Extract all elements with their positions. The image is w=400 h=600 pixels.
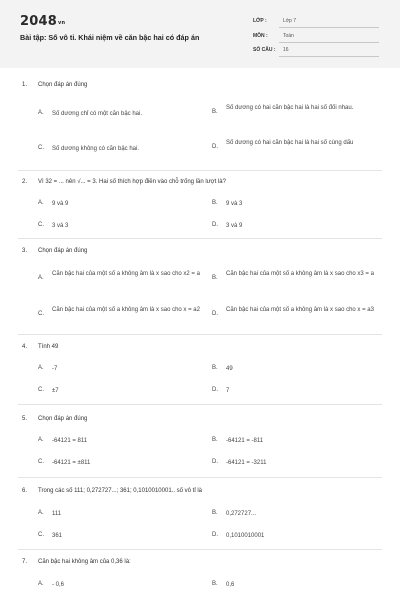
option-letter: D. (212, 144, 218, 150)
option-text: 3 và 9 (226, 223, 243, 229)
option-letter: D. (212, 532, 218, 538)
meta-value: Toán (283, 33, 294, 39)
option-letter: A. (38, 200, 44, 206)
worksheet-header (0, 0, 400, 68)
question-number: 7. (22, 559, 28, 565)
option-text: Số dương có hai căn bậc hai là hai số cùng dấu (226, 140, 354, 146)
option-text: 0,1010010001 (226, 533, 265, 539)
question-number: 6. (22, 488, 28, 494)
option-text: 111 (52, 511, 62, 517)
option-letter: B. (212, 365, 218, 371)
meta-underline (279, 56, 379, 57)
option-text: -64121 = ±811 (52, 460, 91, 466)
option-letter: C. (38, 387, 44, 393)
divider (18, 404, 382, 405)
option-text: 3 và 3 (52, 223, 69, 229)
meta-subject (253, 31, 379, 43)
question-number: 3. (22, 248, 28, 254)
option-letter: C. (38, 532, 44, 538)
option-text: 0,272727... (226, 511, 257, 517)
option-text: Số dương chỉ có một căn bậc hai. (52, 111, 142, 117)
divider (18, 334, 382, 335)
option-text: Căn bậc hai của một số a không âm là x sao cho x3 = a (226, 271, 374, 277)
option-text: -64121 = -811 (226, 438, 264, 444)
question-text: Vì 32 = ... nên √... = 3. Hai số thích hợp điền vào chỗ trống lần lượt là? (38, 179, 226, 185)
option-letter: B. (212, 275, 218, 281)
option-letter: C. (38, 145, 44, 151)
option-text: 0,6 (226, 582, 235, 588)
option-text: 7 (226, 388, 230, 394)
option-letter: B. (212, 437, 218, 443)
option-letter: B. (212, 109, 218, 115)
question-number: 1. (22, 82, 28, 88)
question-text: Chọn đáp án đúng (38, 416, 88, 422)
option-letter: A. (38, 437, 44, 443)
option-letter: C. (38, 311, 44, 317)
meta-underline (279, 27, 379, 28)
meta-question-count (253, 45, 379, 57)
question-number: 4. (22, 344, 28, 350)
option-letter: A. (38, 275, 44, 281)
site-logo[interactable]: 2048vn (20, 14, 66, 29)
option-text: 361 (52, 533, 63, 539)
option-text: Căn bậc hai của một số a không âm là x sao cho x = a2 (52, 307, 200, 313)
meta-underline (279, 42, 379, 43)
option-letter: D. (212, 459, 218, 465)
option-letter: A. (38, 581, 44, 587)
divider (18, 477, 382, 478)
divider (18, 549, 382, 550)
option-letter: C. (38, 222, 44, 228)
question-text: Căn bậc hai không âm của 0,36 là: (38, 559, 131, 565)
question-number: 2. (22, 179, 28, 185)
meta-value: 16 (283, 47, 289, 53)
option-text: -7 (52, 366, 58, 372)
option-letter: B. (212, 510, 218, 516)
question-text: Trong các số 111; 0,272727...; 361; 0,1010010001.. số vô tỉ là (38, 488, 203, 494)
option-text: 49 (226, 366, 233, 372)
question-text: Tính 49 (38, 344, 59, 350)
question-number: 5. (22, 416, 28, 422)
option-text: Số dương có hai căn bậc hai là hai số đối nhau. (226, 105, 354, 111)
option-text: Căn bậc hai của một số a không âm là x sao cho x2 = a (52, 271, 200, 277)
option-letter: D. (212, 387, 218, 393)
option-text: 9 và 3 (226, 201, 243, 207)
option-letter: D. (212, 311, 218, 317)
option-text: ±7 (52, 388, 59, 394)
option-text: -64121 = -3211 (226, 460, 267, 466)
meta-value: Lớp 7 (283, 18, 297, 24)
option-letter: A. (38, 510, 44, 516)
option-letter: A. (38, 365, 44, 371)
option-text: - 0,6 (52, 582, 65, 588)
divider (18, 238, 382, 239)
option-letter: A. (38, 110, 44, 116)
option-letter: D. (212, 222, 218, 228)
question-text: Chọn đáp án đúng (38, 82, 88, 88)
meta-label: MÔN : (253, 33, 268, 39)
option-letter: B. (212, 581, 218, 587)
option-text: -64121 = 811 (52, 438, 88, 444)
option-text: 9 và 9 (52, 201, 69, 207)
meta-class (253, 16, 379, 28)
question-text: Chọn đáp án đúng (38, 248, 88, 254)
page-title: Bài tập: Số vô tỉ. Khái niệm về căn bậc hai có đáp án (20, 33, 200, 42)
divider (18, 170, 382, 171)
meta-label: SỐ CÂU : (253, 47, 276, 53)
option-letter: C. (38, 459, 44, 465)
option-text: Căn bậc hai của một số a không âm là x sao cho x = a3 (226, 307, 374, 313)
option-letter: B. (212, 200, 218, 206)
option-text: Số dương không có căn bậc hai. (52, 146, 140, 152)
meta-label: LỚP : (253, 18, 267, 24)
